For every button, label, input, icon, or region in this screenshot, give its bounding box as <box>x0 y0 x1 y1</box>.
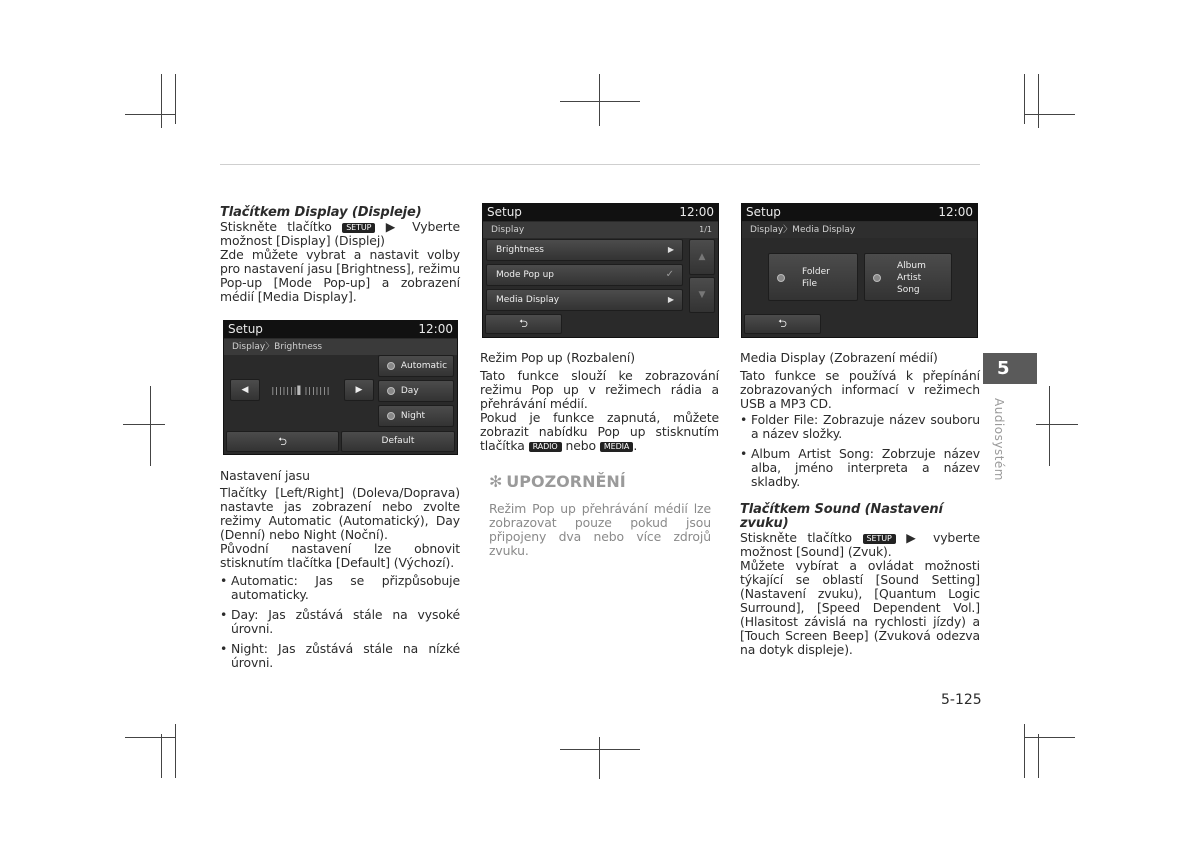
option-day[interactable] <box>378 380 454 402</box>
column-2 <box>480 351 719 453</box>
sub-heading: Media Display (Zobrazení médií) <box>740 350 938 365</box>
crop-mark <box>1024 74 1025 124</box>
display-menu-screen <box>482 203 719 338</box>
screen-title: Setup <box>487 205 522 219</box>
header-rule <box>220 164 980 165</box>
caution-title: UPOZORNĚNÍ <box>506 472 626 491</box>
back-button[interactable] <box>485 314 562 334</box>
arrow-right-icon: ▶ <box>667 295 674 304</box>
crop-mark <box>125 737 175 738</box>
crop-mark <box>1038 734 1039 778</box>
paragraph: Tato funkce se používá k přepínání zobrazovaných informací v režimech USB a MP3 CD. <box>740 368 980 411</box>
crop-mark <box>175 74 176 124</box>
scroll-down-button[interactable] <box>689 277 715 313</box>
caution-text: Režim Pop up přehrávání médií lze zobrazovat pouze pokud jsou připojeny dva nebo více zdrojů zvuku. <box>489 501 711 558</box>
paragraph: Tato funkce slouží ke zobrazování režimu Pop up v režimech rádia a přehrávání médií. <box>480 368 719 411</box>
radio-icon <box>873 274 881 282</box>
crop-mark <box>175 724 176 778</box>
list-item <box>220 574 460 602</box>
crop-mark <box>1038 74 1039 128</box>
list-item-text: Day: Jas zůstává stále na vysoké úrovni. <box>231 607 460 636</box>
crop-mark <box>150 386 151 466</box>
screen-header <box>224 321 457 338</box>
list-item <box>740 447 980 489</box>
crop-mark <box>560 101 640 102</box>
paragraph: Můžete vybírat a ovládat možnosti týkající se oblastí [Sound Setting] (Nastavení zvuku), [Quantum Logic Surround], [Speed Dependent Vol.] (Hlasitost závislá na rychlosti jízdy) a [Touch Screen Beep] (Zvuková odezva na dotyk displeje). <box>740 558 980 657</box>
option-label: Night <box>400 411 426 421</box>
chapter-side-label: Audiosystém <box>992 398 1006 481</box>
menu-item-label: Media Display <box>496 295 560 305</box>
screen-title: Setup <box>228 322 263 336</box>
screen-clock: 12:00 <box>938 205 973 219</box>
option-night[interactable] <box>378 405 454 427</box>
crop-mark <box>161 74 162 128</box>
paragraph <box>740 531 980 559</box>
crop-mark <box>125 114 175 115</box>
section-heading: Tlačítkem Sound (Nastavení zvuku) <box>740 502 943 531</box>
bullet-dot: • <box>740 412 748 427</box>
list-item-text: Folder File: Zobrazuje název souboru a název složky. <box>751 412 980 441</box>
crop-mark <box>1049 386 1050 466</box>
paragraph <box>480 411 719 453</box>
radio-icon <box>387 387 395 395</box>
radio-icon <box>387 362 395 370</box>
text: Pokud je funkce zapnutá, můžete zobrazit nabídku Pop up stisknutím tlačítka <box>480 410 719 453</box>
option-automatic[interactable] <box>378 355 454 377</box>
paragraph <box>220 220 460 248</box>
screen-breadcrumb <box>483 222 718 238</box>
back-button[interactable] <box>744 314 821 334</box>
star-icon: ✻ <box>489 472 503 491</box>
option-album-artist-song[interactable] <box>864 253 952 301</box>
screen-header <box>483 204 718 221</box>
arrow-left-icon: ◀ <box>241 385 249 395</box>
crop-mark <box>1025 114 1075 115</box>
scroll-up-button[interactable] <box>689 239 715 275</box>
menu-item-label: Mode Pop up <box>496 270 554 280</box>
option-line: Song <box>897 285 920 295</box>
bullet-dot: • <box>220 641 228 656</box>
menu-item-label: Brightness <box>496 245 544 255</box>
crop-mark <box>1036 424 1078 425</box>
screen-breadcrumb: Display〉Media Display <box>742 222 977 238</box>
crop-mark <box>161 734 162 778</box>
screen-header <box>742 204 977 221</box>
option-line: Folder <box>802 267 830 277</box>
crop-mark <box>599 74 600 126</box>
check-icon[interactable]: ✓ <box>665 269 674 280</box>
back-icon: ⮌ <box>278 435 287 448</box>
list-item-text: Night: Jas zůstává stále na nízké úrovni. <box>231 641 460 670</box>
column-1-lower <box>220 469 460 670</box>
crop-mark <box>599 737 600 779</box>
option-line: Album <box>897 261 926 271</box>
paragraph: Zde můžete vybrat a nastavit volby pro nastavení jasu [Brightness], režimu Pop-up [Mode Pop-up] a zobrazení médií [Media Display]. <box>220 247 460 304</box>
crop-mark <box>560 749 640 750</box>
text: ▶ vyberte možnost [Sound] (Zvuk). <box>740 530 980 559</box>
page-number: 5-125 <box>941 692 982 708</box>
paragraph: Tlačítky [Left/Right] (Doleva/Doprava) nastavte jas zobrazení nebo zvolte režimy Automatic (Automatický), Day (Denní) nebo Night (Noční). <box>220 485 460 542</box>
menu-item-brightness[interactable] <box>486 239 683 261</box>
setup-key-icon: SETUP <box>342 223 375 233</box>
screen-clock: 12:00 <box>418 322 453 336</box>
arrow-right-icon: ▶ <box>667 245 674 254</box>
bullet-dot: • <box>740 446 748 461</box>
list-item <box>220 642 460 670</box>
text: ▶ Vyberte možnost [Display] (Displej) <box>220 219 461 248</box>
text: Stiskněte tlačítko <box>740 530 852 545</box>
list-item <box>740 413 980 441</box>
brightness-left-button[interactable] <box>230 379 260 401</box>
crop-mark <box>1025 737 1075 738</box>
page-indicator: 1/1 <box>699 225 712 234</box>
list-item <box>220 608 460 636</box>
back-icon: ⮌ <box>519 317 528 330</box>
column-3 <box>740 351 980 657</box>
screen-title: Setup <box>746 205 781 219</box>
text: . <box>633 438 638 453</box>
chapter-tab: 5 <box>983 353 1037 384</box>
bullet-dot: • <box>220 607 228 622</box>
text: Stiskněte tlačítko <box>220 219 332 234</box>
text: nebo <box>565 438 597 453</box>
option-line: File <box>802 279 818 289</box>
arrow-right-icon: ▶ <box>355 385 363 395</box>
screen-clock: 12:00 <box>679 205 714 219</box>
setup-key-icon: SETUP <box>863 534 896 544</box>
list-item-text: Automatic: Jas se přizpůsobuje automaticky. <box>231 573 460 602</box>
column-1 <box>220 206 460 304</box>
menu-item-mode-pop-up[interactable] <box>486 264 683 286</box>
radio-key-icon: RADIO <box>529 442 562 452</box>
list-item-text: Album Artist Song: Zobrzuje název alba, jméno interpreta a název skladby. <box>751 446 980 489</box>
radio-icon <box>777 274 785 282</box>
bullet-dot: • <box>220 573 228 588</box>
media-key-icon: MEDIA <box>600 442 633 452</box>
option-label: Automatic <box>400 361 448 371</box>
back-icon: ⮌ <box>778 317 787 330</box>
media-display-screen <box>741 203 978 338</box>
sub-heading: Režim Pop up (Rozbalení) <box>480 350 635 365</box>
option-line: Artist <box>897 273 922 283</box>
option-label: Day <box>400 386 419 396</box>
brightness-right-button[interactable] <box>344 379 374 401</box>
crop-mark <box>1024 724 1025 778</box>
breadcrumb-text: Display <box>491 225 525 235</box>
menu-item-media-display[interactable] <box>486 289 683 311</box>
default-label: Default <box>381 436 415 446</box>
paragraph: Původní nastavení lze obnovit stisknutím tlačítka [Default] (Výchozí). <box>220 541 460 570</box>
caution-box <box>489 472 711 558</box>
back-button[interactable] <box>226 431 339 452</box>
brightness-screen <box>223 320 458 455</box>
default-button[interactable] <box>341 431 455 452</box>
crop-mark <box>123 424 165 425</box>
caution-heading <box>489 472 711 491</box>
screen-breadcrumb: Display〉Brightness <box>224 339 457 355</box>
radio-icon <box>387 412 395 420</box>
section-heading: Tlačítkem Display (Displeje) <box>220 205 422 220</box>
option-folder-file[interactable] <box>768 253 858 301</box>
arrow-up-icon: ▲ <box>698 252 706 262</box>
sub-heading: Nastavení jasu <box>220 468 310 483</box>
arrow-down-icon: ▼ <box>698 290 706 300</box>
brightness-slider[interactable]: |||||||▌||||||| <box>271 386 331 395</box>
